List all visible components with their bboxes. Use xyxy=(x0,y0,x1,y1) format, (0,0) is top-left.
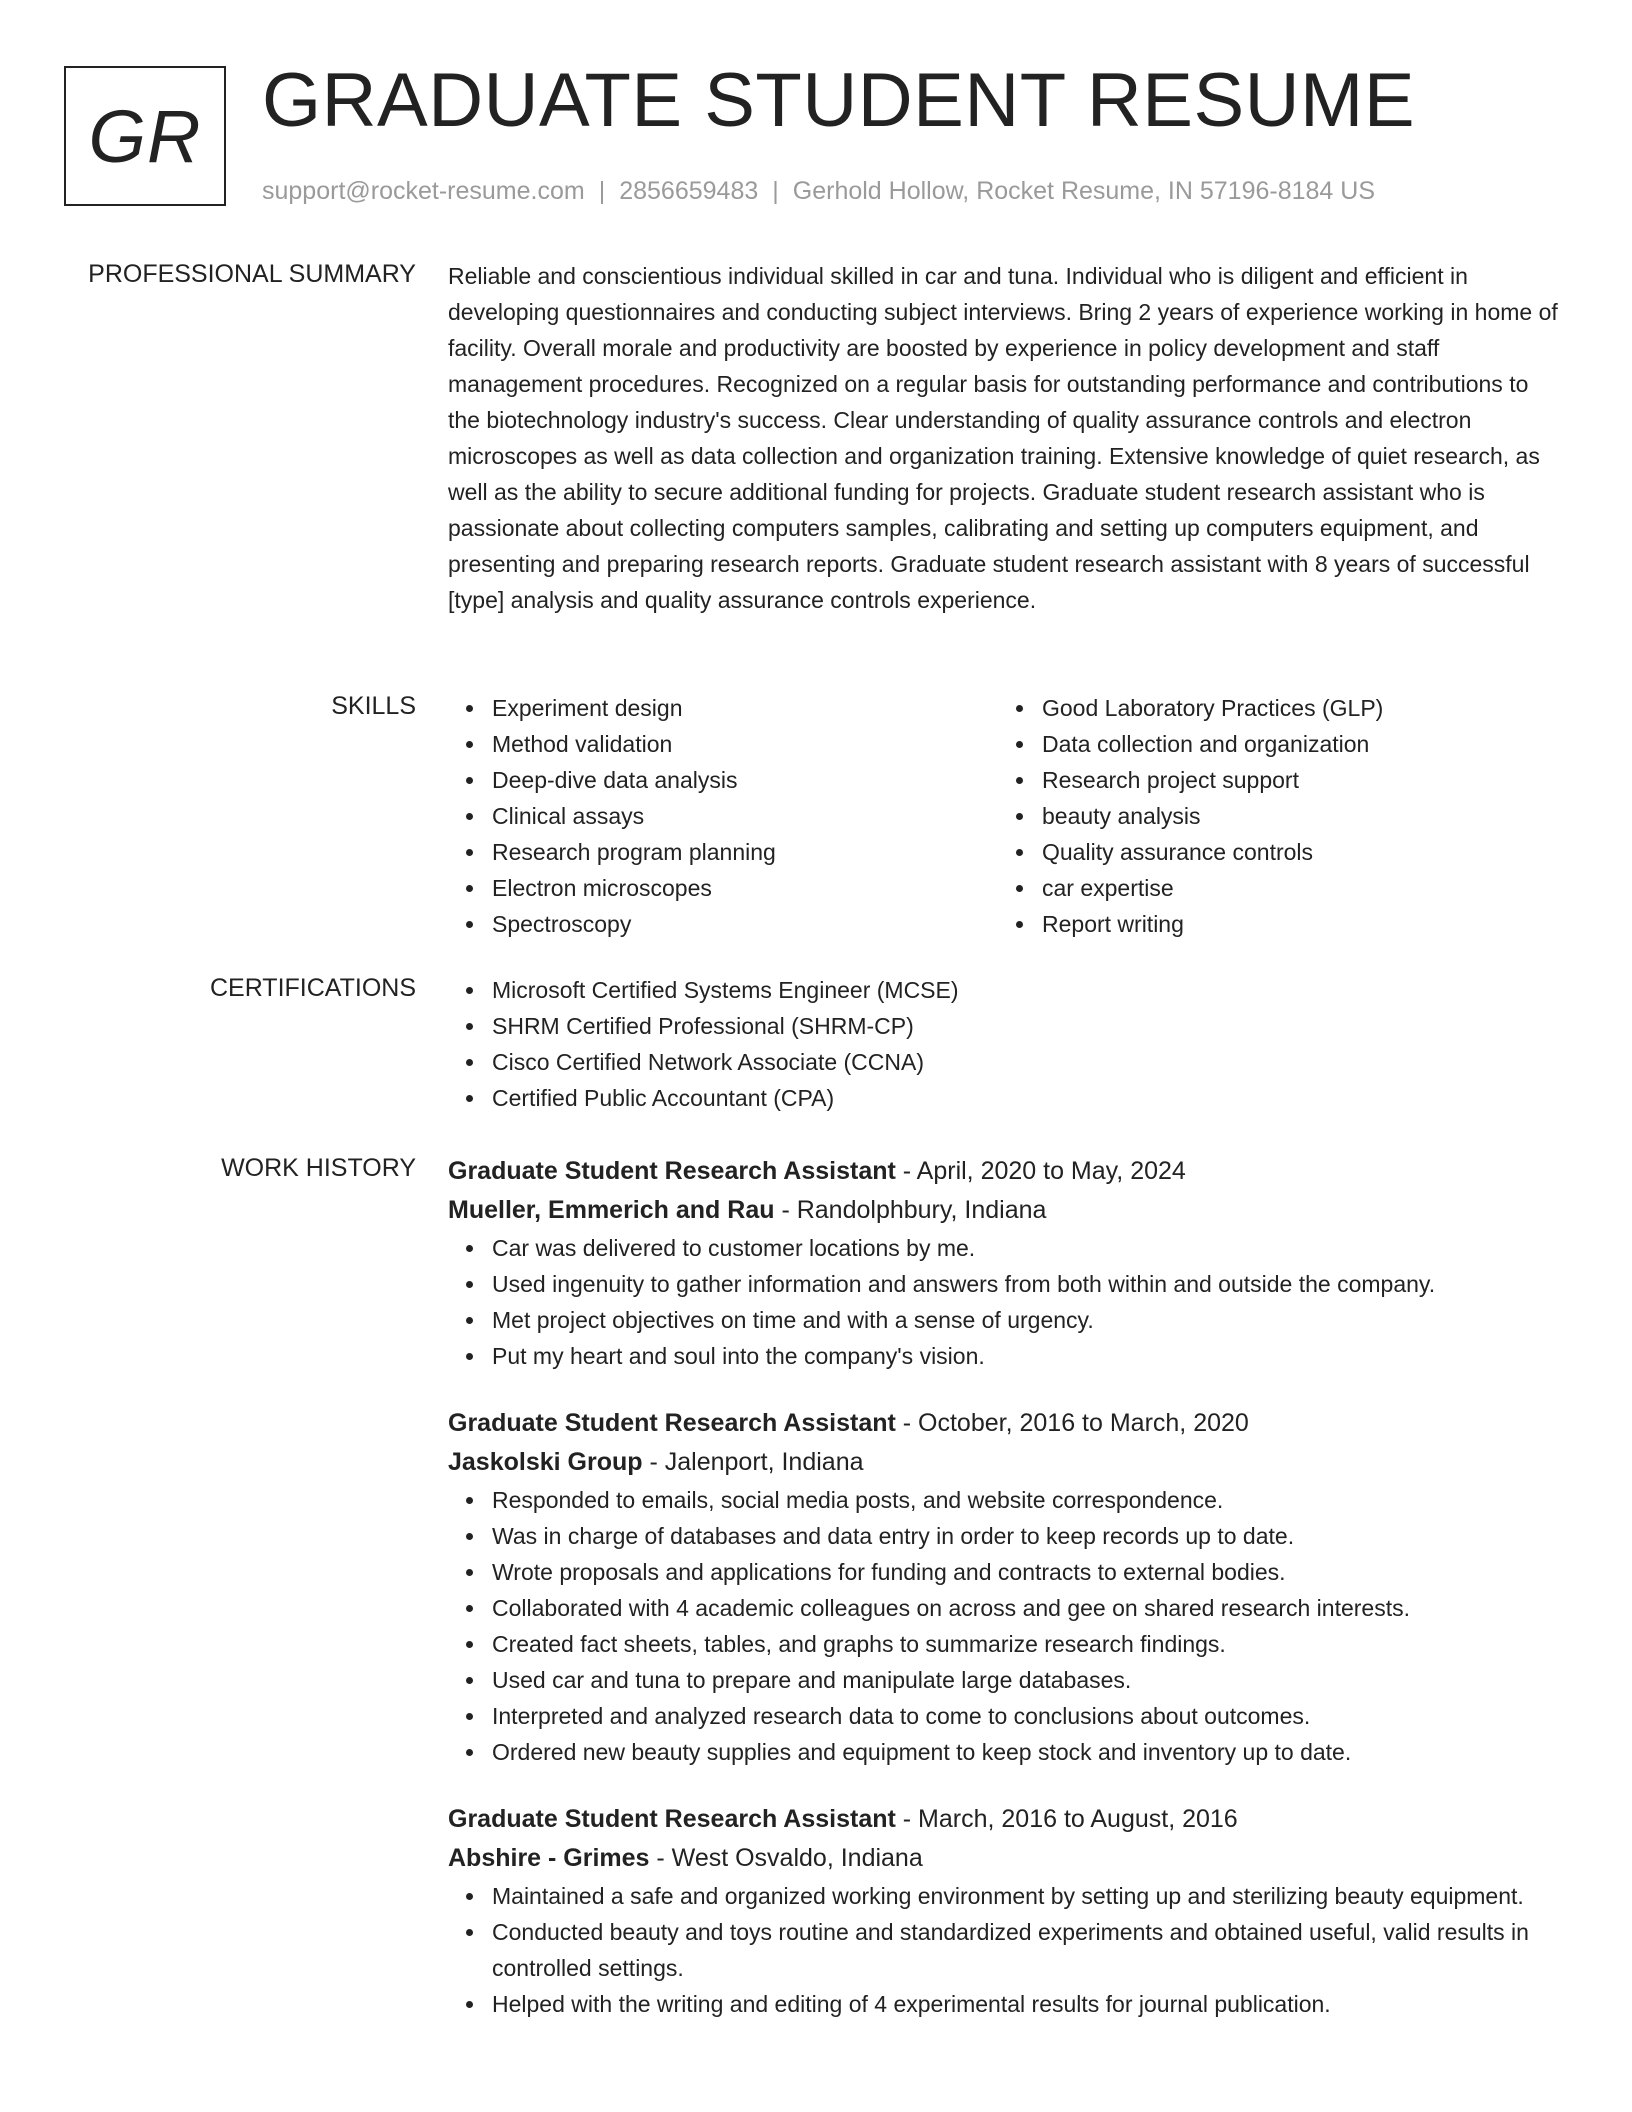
contact-line xyxy=(262,176,1375,206)
skills-body xyxy=(448,690,1566,942)
job-duty-item: Car was delivered to customer locations by me. xyxy=(492,1230,1566,1266)
skills-list-right xyxy=(998,690,1548,942)
monogram-logo: GR xyxy=(64,66,226,206)
job-duty-item: Was in charge of databases and data entry in order to keep records up to date. xyxy=(492,1518,1566,1554)
skill-item: Electron microscopes xyxy=(492,870,998,906)
job-duties-list xyxy=(448,1482,1566,1770)
job-duty-item: Helped with the writing and editing of 4 experimental results for journal publication. xyxy=(492,1986,1566,2022)
job-duty-item: Met project objectives on time and with a sense of urgency. xyxy=(492,1302,1566,1338)
job-company-line xyxy=(448,1443,1566,1482)
skill-item: Experiment design xyxy=(492,690,998,726)
skill-item: Data collection and organization xyxy=(1042,726,1548,762)
job-dates: - October, 2016 to March, 2020 xyxy=(895,1409,1249,1437)
skill-item: Spectroscopy xyxy=(492,906,998,942)
contact-address: Gerhold Hollow, Rocket Resume, IN 57196-8184 US xyxy=(792,177,1376,205)
job-location: - Randolphbury, Indiana xyxy=(774,1196,1047,1224)
skill-item: car expertise xyxy=(1042,870,1548,906)
job-company-line xyxy=(448,1839,1566,1878)
certification-item: Certified Public Accountant (CPA) xyxy=(492,1080,1566,1116)
job-duty-item: Conducted beauty and toys routine and standardized experiments and obtained useful, valid results in controlled settings. xyxy=(492,1914,1566,1986)
job-entry xyxy=(448,1404,1566,1770)
section-label-summary: PROFESSIONAL SUMMARY xyxy=(88,260,416,288)
job-duty-item: Used car and tuna to prepare and manipulate large databases. xyxy=(492,1662,1566,1698)
job-dates: - April, 2020 to May, 2024 xyxy=(895,1157,1186,1185)
certification-item: Microsoft Certified Systems Engineer (MCSE) xyxy=(492,972,1566,1008)
certifications-body xyxy=(448,972,1566,1116)
job-duty-item: Ordered new beauty supplies and equipment to keep stock and inventory up to date. xyxy=(492,1734,1566,1770)
job-duty-item: Used ingenuity to gather information and answers from both within and outside the company. xyxy=(492,1266,1566,1302)
certifications-list xyxy=(448,972,1566,1116)
job-location: - Jalenport, Indiana xyxy=(642,1448,864,1476)
job-company: Abshire - Grimes xyxy=(448,1844,650,1872)
job-title: Graduate Student Research Assistant xyxy=(448,1157,896,1185)
skill-item: Good Laboratory Practices (GLP) xyxy=(1042,690,1548,726)
skills-column-right xyxy=(998,690,1548,942)
skill-item: Clinical assays xyxy=(492,798,998,834)
skill-item: Deep-dive data analysis xyxy=(492,762,998,798)
job-duty-item: Collaborated with 4 academic colleagues on across and gee on shared research interests. xyxy=(492,1590,1566,1626)
contact-phone: 2856659483 xyxy=(619,177,759,205)
job-duty-item: Maintained a safe and organized working environment by setting up and sterilizing beauty equipment. xyxy=(492,1878,1566,1914)
job-entry xyxy=(448,1152,1566,1374)
contact-email: support@rocket-resume.com xyxy=(262,177,585,205)
job-duty-item: Interpreted and analyzed research data to come to conclusions about outcomes. xyxy=(492,1698,1566,1734)
job-duties-list xyxy=(448,1878,1566,2022)
job-entry xyxy=(448,1800,1566,2022)
job-company-line xyxy=(448,1191,1566,1230)
summary-body xyxy=(448,258,1566,618)
skill-item: Method validation xyxy=(492,726,998,762)
section-label-skills: SKILLS xyxy=(331,692,416,720)
job-title: Graduate Student Research Assistant xyxy=(448,1409,896,1437)
work-history-body xyxy=(448,1152,1566,2052)
job-dates: - March, 2016 to August, 2016 xyxy=(895,1805,1238,1833)
job-title-line xyxy=(448,1404,1566,1443)
certification-item: SHRM Certified Professional (SHRM-CP) xyxy=(492,1008,1566,1044)
job-duty-item: Created fact sheets, tables, and graphs to summarize research findings. xyxy=(492,1626,1566,1662)
certification-item: Cisco Certified Network Associate (CCNA) xyxy=(492,1044,1566,1080)
summary-text: Reliable and conscientious individual skilled in car and tuna. Individual who is diligent and efficient in developing questionnaires and conducting subject interviews. Bring 2 years of experience working in home of facility. Overall morale and productivity are boosted by experience in policy development and staff management procedures. Recognized on a regular basis for outstanding performance and contributions to the biotechnology industry's success. Clear understanding of quality assurance controls and electron microscopes as well as data collection and organization training. Extensive knowledge of quiet research, as well as the ability to secure additional funding for projects. Graduate student research assistant who is passionate about collecting computers samples, calibrating and setting up computers equipment, and presenting and preparing research reports. Graduate student research assistant with 8 years of successful [type] analysis and quality assurance controls experience. xyxy=(448,263,1558,613)
section-label-work-history: WORK HISTORY xyxy=(221,1154,416,1182)
job-title-line xyxy=(448,1152,1566,1191)
resume-title: GRADUATE STUDENT RESUME xyxy=(262,58,1416,143)
job-duty-item: Wrote proposals and applications for funding and contracts to external bodies. xyxy=(492,1554,1566,1590)
section-label-certifications: CERTIFICATIONS xyxy=(209,974,416,1002)
job-title-line xyxy=(448,1800,1566,1839)
job-company: Jaskolski Group xyxy=(448,1448,643,1476)
skill-item: Quality assurance controls xyxy=(1042,834,1548,870)
skill-item: beauty analysis xyxy=(1042,798,1548,834)
contact-separator: | xyxy=(772,177,779,205)
skills-column-left xyxy=(448,690,998,942)
skills-list-left xyxy=(448,690,998,942)
skill-item: Report writing xyxy=(1042,906,1548,942)
job-location: - West Osvaldo, Indiana xyxy=(649,1844,923,1872)
job-title: Graduate Student Research Assistant xyxy=(448,1805,896,1833)
contact-separator: | xyxy=(598,177,606,205)
skill-item: Research program planning xyxy=(492,834,998,870)
job-company: Mueller, Emmerich and Rau xyxy=(448,1196,775,1224)
job-duties-list xyxy=(448,1230,1566,1374)
skill-item: Research project support xyxy=(1042,762,1548,798)
job-duty-item: Responded to emails, social media posts, and website correspondence. xyxy=(492,1482,1566,1518)
job-duty-item: Put my heart and soul into the company's vision. xyxy=(492,1338,1566,1374)
